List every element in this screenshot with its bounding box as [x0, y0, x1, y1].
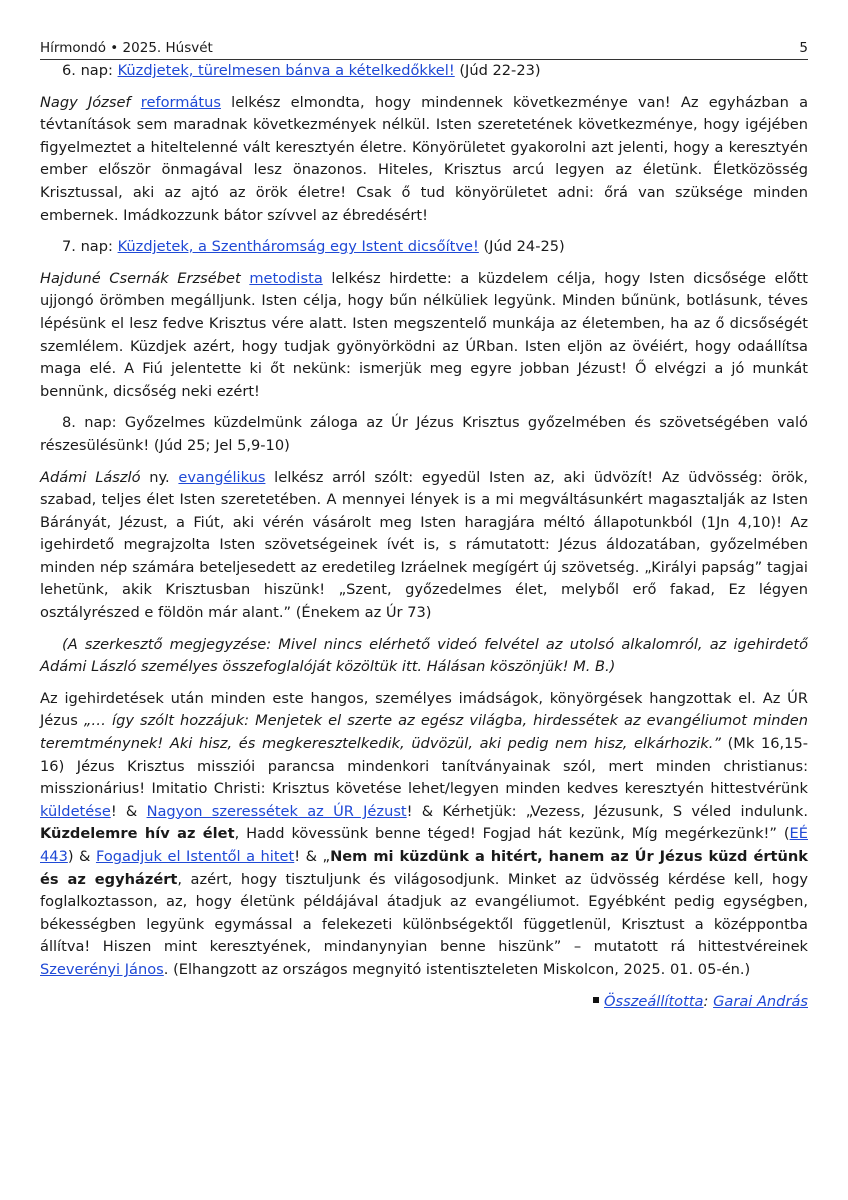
day6-link[interactable]: Küzdjetek, türelmesen bánva a kételkedőkkel! — [117, 62, 455, 79]
page — [40, 40, 808, 1013]
closing-text: ! & „ — [294, 848, 331, 865]
header-title: Hírmondó • 2025. Húsvét — [40, 40, 213, 56]
running-header — [40, 40, 808, 60]
speaker-name: Hajduné Csernák Erzsébet — [40, 269, 241, 287]
closing-text: (Mk 16,15-16) Jézus Krisztus missziói parancsa mindenkori tanítványainak szól, mert minden christianus: misszionárius! Imitatio Christi: Krisztus követése lehet/legyen minden kedves keresztyén hittestvérünk — [40, 735, 808, 798]
speaker-name: Nagy József — [40, 93, 131, 111]
closing-text: ) & — [67, 848, 96, 865]
day8-heading: 8. nap: Győzelmes küzdelmünk záloga az Úr Jézus Krisztus győzelmében és szövetségében való részesülésünk! (Júd 25; Jel 5,9-10) — [40, 414, 808, 454]
szeressetek-link[interactable]: Nagyon szeressétek az ÚR Jézust — [146, 802, 407, 820]
hajdune-text: lelkész hirdette: a küzdelem célja, hogy Isten dicsősége előtt ujjongó örömben megálljunk. Isten célja, hogy bűn nélküliek legyünk. Minden bűnünk, botlásunk, téves lépésünk el lesz fedve Krisztus vére alatt. Isten megszentelő munkája az életemben, ha az ő dicsőségét szemlélem. Küzdjek azért, hogy tudjak gyönyörködni az ÚRban. Isten eljön az övéiért, hogy odaállítsa maga elé. A Fiú jelentette ki őt nekünk: ismerjük meg egyre jobban Jézust! Ő elvégzi a jó munkát bennünk, dicsőség neki ezért! — [40, 269, 808, 400]
fogadjuk-link[interactable]: Fogadjuk el Istentől a hitet — [95, 848, 295, 865]
day7-link[interactable]: Küzdjetek, a Szentháromság egy Istent dicsőítve! — [117, 238, 479, 256]
author-link[interactable]: Garai András — [713, 992, 808, 1010]
ee443-link[interactable]: EÉ 443 — [40, 825, 808, 865]
day6-prefix: 6. nap: — [62, 62, 118, 79]
article-body — [40, 60, 808, 1013]
closing-text: ! & — [110, 802, 147, 820]
speaker-name: Adámi László — [40, 468, 141, 486]
credit-colon: : — [703, 992, 714, 1010]
credit-line — [40, 991, 808, 1014]
compiled-by-link[interactable]: Összeállította — [604, 992, 704, 1010]
hajdune-paragraph — [40, 268, 808, 404]
bible-quote: „… így szólt hozzájuk: Menjetek el szerte az egész világba, hirdessétek az evangéliumot minden teremtménynek! Aki hisz, és megkeresztelkedik, üdvözül, aki pedig nem hisz, elkárhozik.” — [40, 712, 808, 753]
editor-note: (A szerkesztő megjegyzése: Mivel nincs elérhető videó felvétel az utolsó alkalomról, az igehirdető Adámi László személyes összefoglalóját közöltük itt. Hálásan köszönjük! M. B.) — [40, 635, 808, 676]
closing-text: , Hadd kövessünk benne téged! Fogjad hát kezünk, Míg megérkezünk!” ( — [234, 825, 790, 843]
closing-text: ! & Kérhetjük: „Vezess, Jézusunk, S véled indulunk. — [406, 802, 808, 820]
day7-prefix: 7. nap: — [62, 238, 118, 256]
adami-paragraph — [40, 467, 808, 625]
closing-paragraph — [40, 688, 808, 982]
closing-text: Az igehirdetések után minden este hangos, személyes imádságok, könyörgések hangzottak el. Az ÚR Jézus — [40, 689, 808, 730]
spacer — [131, 94, 141, 111]
day7-heading — [40, 236, 808, 259]
closing-text: . (Elhangzott az országos megnyitó istentiszteleten Miskolcon, 2025. 01. 05-én.) — [163, 960, 751, 978]
bullet-square-icon — [593, 997, 599, 1003]
day6-heading — [40, 60, 808, 83]
nagy-text: lelkész elmondta, hogy mindennek következménye van! Az egyházban a tévtanítások sem maradnak következmények nélkül. Isten szeretetének következménye, hogy igéjében figyelmeztet a hiteltelenné vált keresztyén életre. Könyörületet gyakorolni azt jelenti, hogy a keresztyén ember először önmagával lesz önazonos. Hiteles, Krisztus arcú legyen az életünk. Életközösség Krisztussal, aki az ajtó az örök életre! Csak ő tud könyörületet adni: őrá van szüksége minden embernek. Imádkozzunk bátor szívvel az ébredésért! — [40, 93, 809, 224]
nagy-paragraph — [40, 92, 808, 228]
adami-text: lelkész arról szólt: egyedül Isten az, aki üdvözít! Az üdvösség: örök, szabad, teljes élet Isten szeretetében. A mennyei lények is a mi megváltásunkért magasztalják az Isten Bárányát, Jézust, a Fiút, aki vérén vásárolt meg Isten haragjára méltó állapotunkból (1Jn 4,10)! Az igehirdető megrajzolta Isten szövetségeinek ívét is, s rámutatott: Jézus áldozatában, győzelmében minden nép számára beteljesedett az eredetileg Izráelnek megígért új szövetség. „Királyi papság” tagjai lehetünk, akik Krisztusban hiszünk! „Szent, győzedelmes élet, melyből erő fakad, Ez légyen osztályrészed e földön már alant.” (Énekem az Úr 73) — [40, 468, 808, 622]
metodista-link[interactable]: metodista — [249, 269, 323, 287]
day7-reference: (Júd 24-25) — [478, 238, 565, 256]
reformatus-link[interactable]: református — [140, 93, 221, 111]
title-ny: ny. — [140, 468, 179, 486]
page-number: 5 — [799, 40, 808, 56]
bold-phrase: Küzdelemre hív az élet — [40, 825, 235, 843]
evangelikus-link[interactable]: evangélikus — [178, 468, 266, 486]
bold-phrase: Nem mi küzdünk a hitért, hanem az Úr Jézus küzd értünk és az egyházért — [40, 848, 808, 888]
day6-reference: (Júd 22-23) — [454, 62, 541, 79]
kuldetese-link[interactable]: küldetése — [40, 802, 111, 820]
szeverenyi-link[interactable]: Szeverényi János — [40, 960, 164, 978]
closing-text: , azért, hogy tisztuljunk és világosodjunk. Minket az üdvösség kérdése kell, hogy foglalkoztasson, az, hogy életünk példájával átadjuk az evangéliumot. Egyébként pedig egységben, békességben legyünk egymással a felekezeti különbségektől függetlenül, Krisztust a középpontba állítva! Hiszen mint keresztyének, mindanynyian benne hiszünk” – mutatott rá hittestvéreinek — [40, 870, 809, 956]
